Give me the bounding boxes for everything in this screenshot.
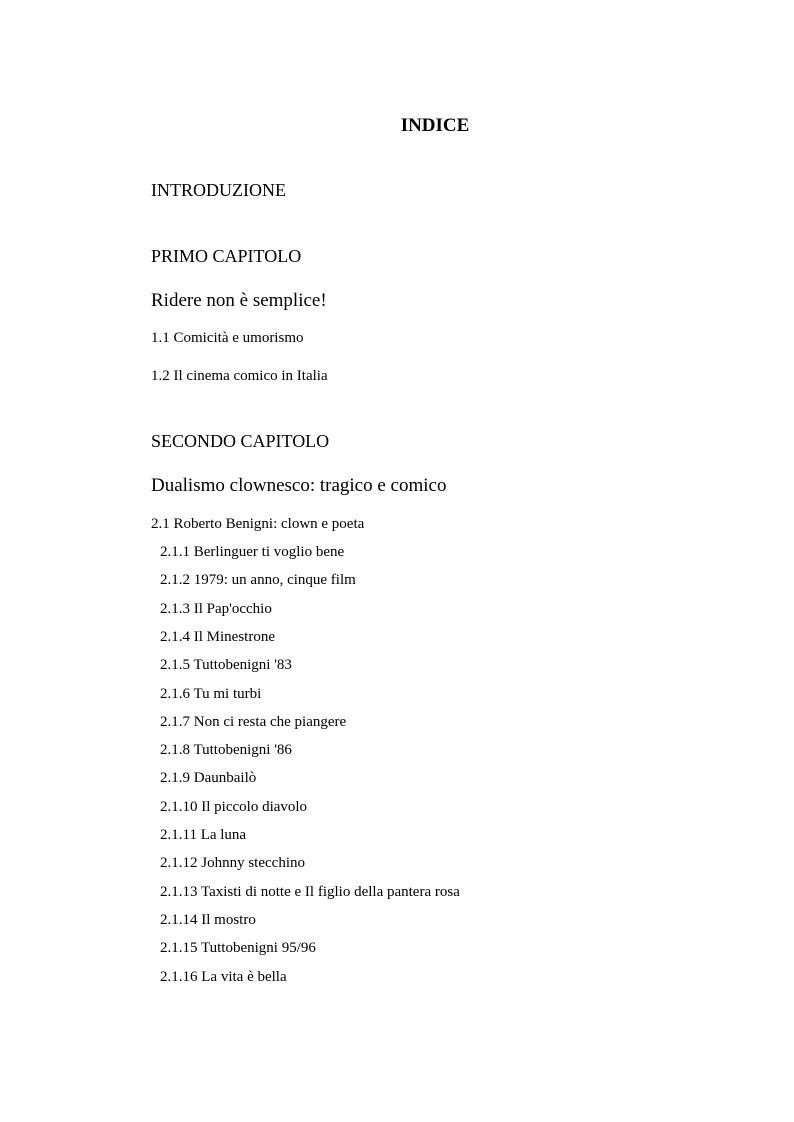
toc-entry: 2.1 Roberto Benigni: clown e poeta [151, 516, 365, 532]
toc-subentry: 2.1.14 Il mostro [160, 912, 256, 928]
toc-entry: 1.1 Comicità e umorismo [151, 330, 304, 346]
toc-subentry: 2.1.4 Il Minestrone [160, 629, 275, 645]
toc-subentry: 2.1.3 Il Pap'occhio [160, 601, 272, 617]
page-title: INDICE [400, 115, 470, 136]
toc-subentry: 2.1.12 Johnny stecchino [160, 855, 305, 871]
chapter-1-heading: PRIMO CAPITOLO [151, 246, 302, 266]
toc-subentry: 2.1.5 Tuttobenigni '83 [160, 657, 292, 673]
toc-subentry: 2.1.8 Tuttobenigni '86 [160, 742, 292, 758]
toc-subentry: 2.1.6 Tu mi turbi [160, 686, 262, 702]
toc-subentry: 2.1.15 Tuttobenigni 95/96 [160, 940, 316, 956]
toc-subentry: 2.1.7 Non ci resta che piangere [160, 714, 347, 730]
toc-subentry: 2.1.13 Taxisti di notte e Il figlio della pantera rosa [160, 884, 460, 900]
toc-subentry: 2.1.10 Il piccolo diavolo [160, 799, 308, 815]
toc-subentry: 2.1.1 Berlinguer ti voglio bene [160, 544, 345, 560]
toc-subentry: 2.1.16 La vita è bella [160, 969, 287, 985]
chapter-2-subtitle: Dualismo clownesco: tragico e comico [151, 475, 447, 496]
toc-subentry: 2.1.9 Daunbailò [160, 770, 257, 786]
chapter-2-heading: SECONDO CAPITOLO [151, 431, 330, 451]
chapter-1-subtitle: Ridere non è semplice! [151, 290, 327, 311]
introduction-heading: INTRODUZIONE [151, 180, 286, 200]
toc-subentry: 2.1.2 1979: un anno, cinque film [160, 572, 356, 588]
toc-entry: 1.2 Il cinema comico in Italia [151, 368, 328, 384]
toc-subentry: 2.1.11 La luna [160, 827, 247, 843]
